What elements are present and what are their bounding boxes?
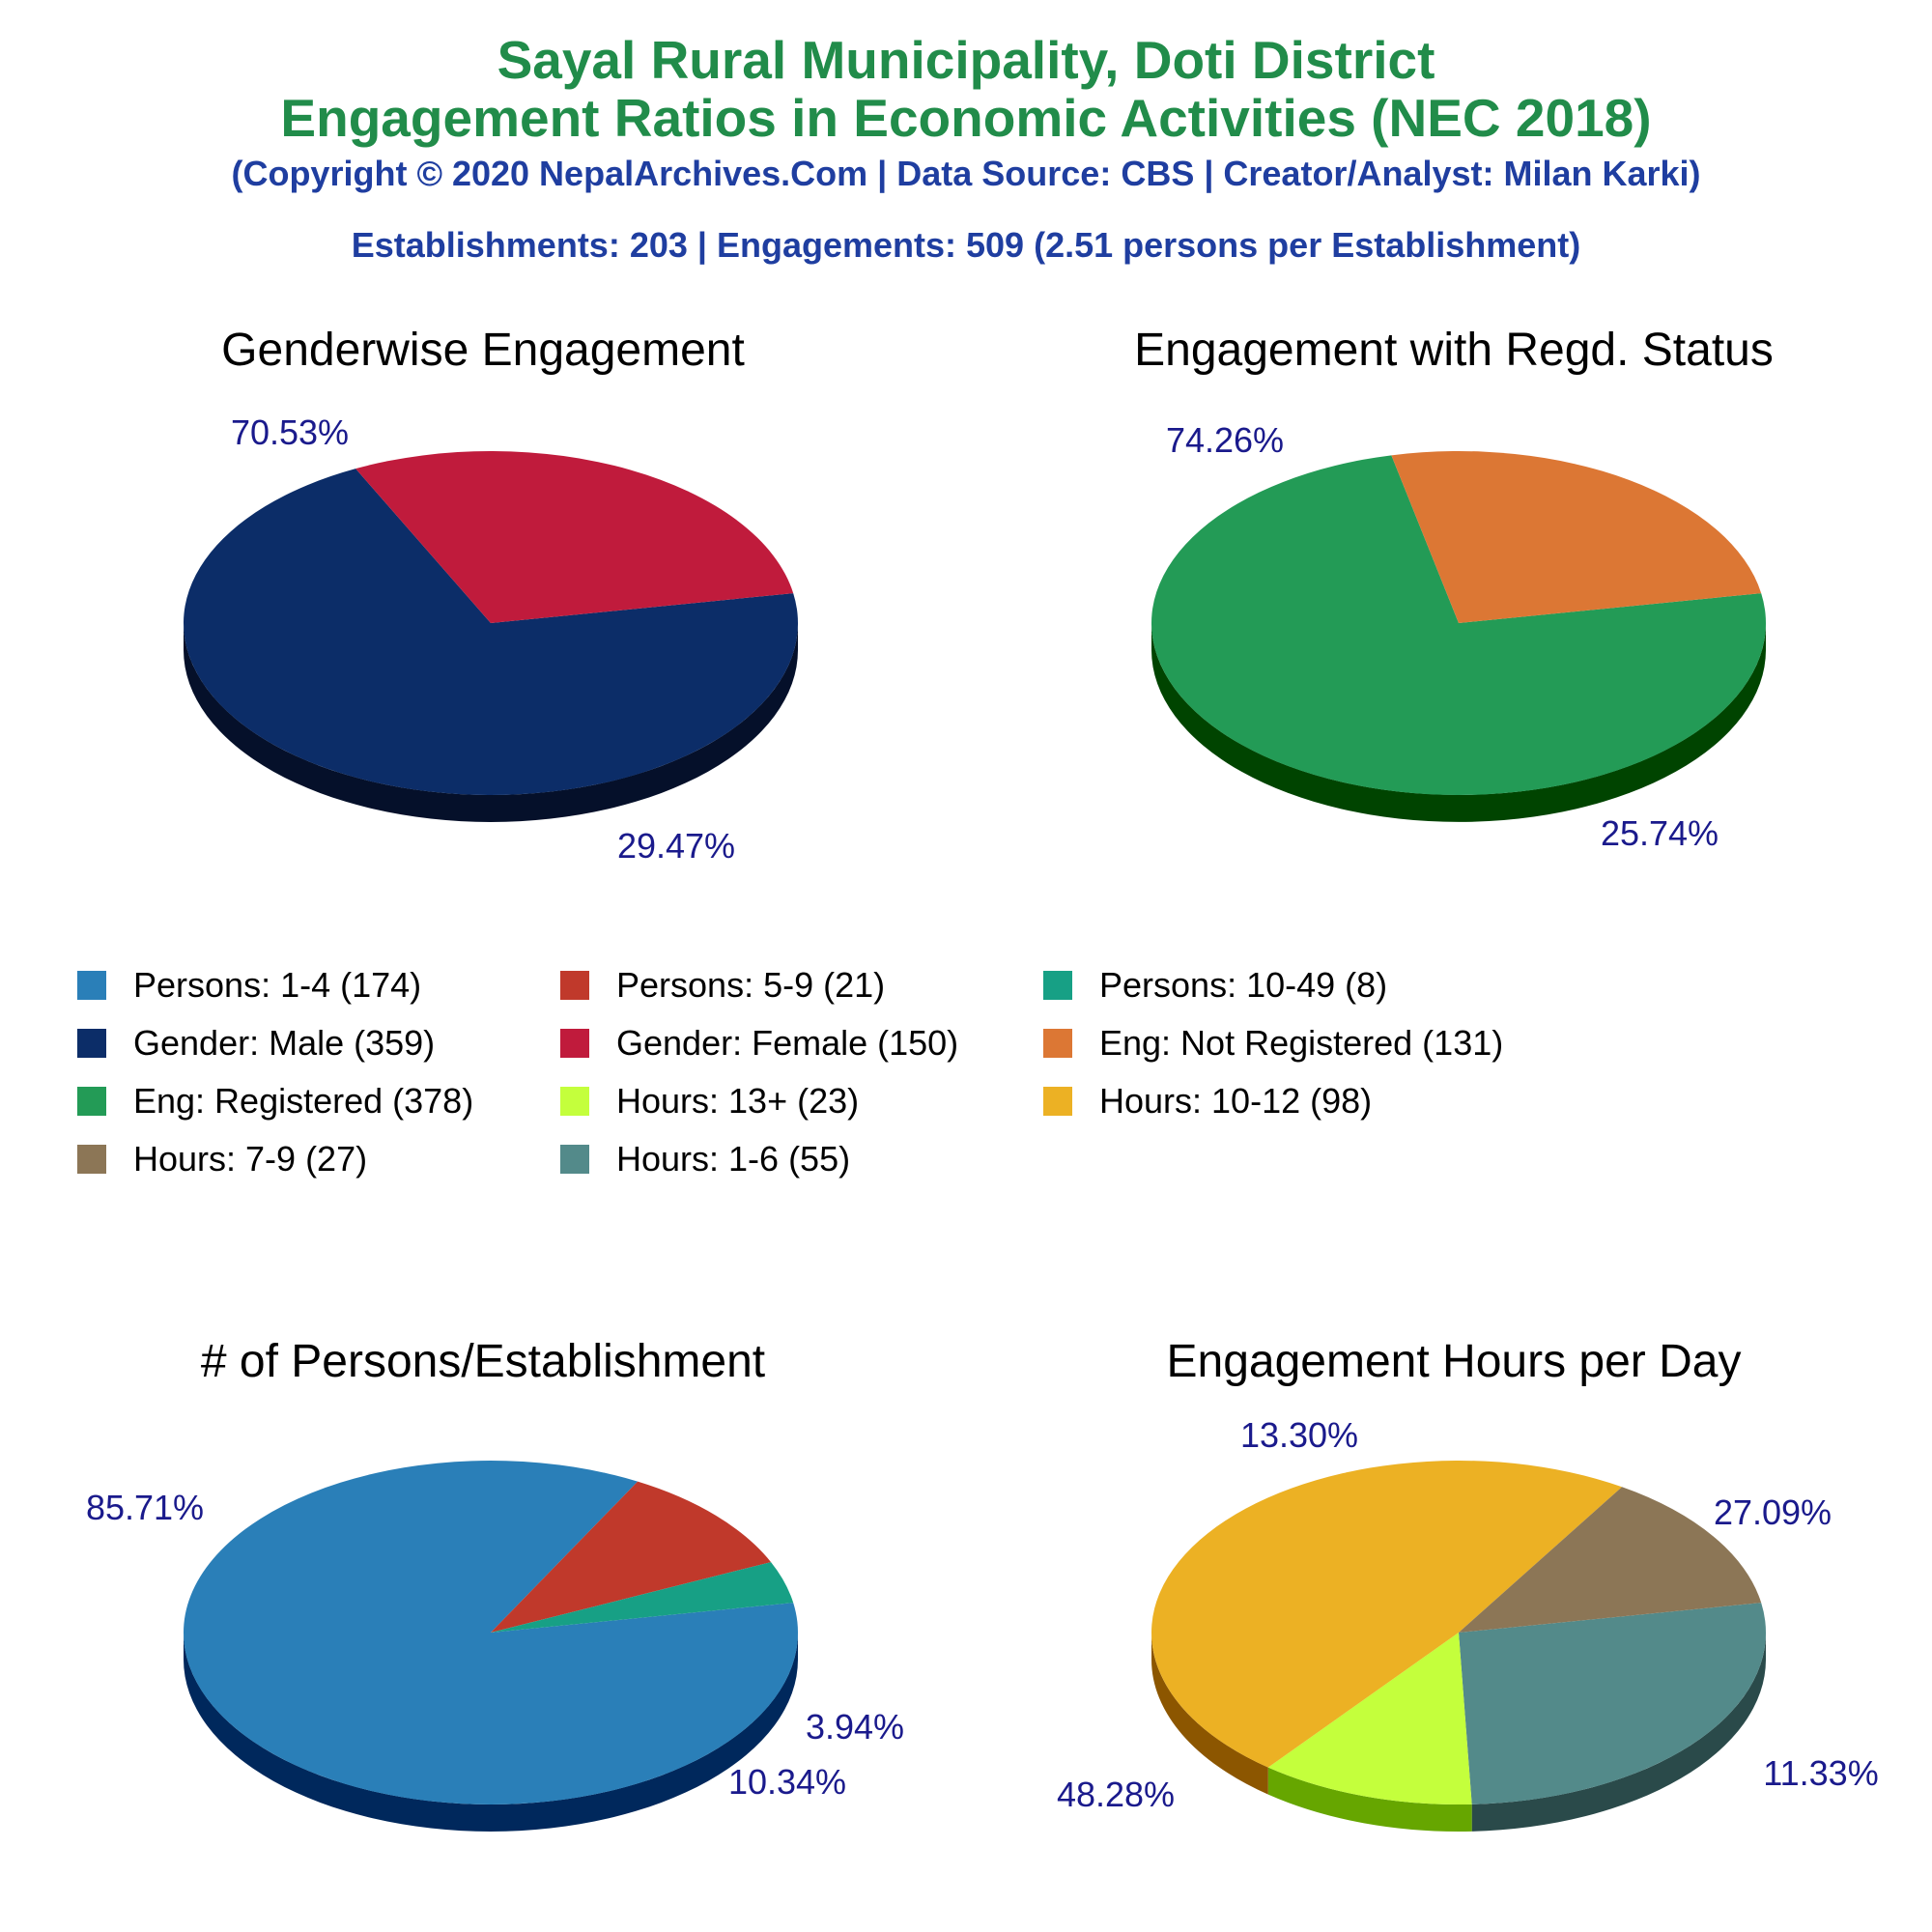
main-title-line1: Sayal Rural Municipality, Doti District (497, 30, 1435, 90)
legend-swatch (77, 1029, 106, 1058)
legend-swatch (560, 1029, 589, 1058)
legend-label: Persons: 1-4 (174) (133, 965, 422, 1005)
chart-title: Engagement with Regd. Status (1134, 325, 1774, 376)
slice-percent-label: 11.33% (1763, 1753, 1879, 1793)
legend-swatch (560, 971, 589, 1000)
legend-label: Persons: 5-9 (21) (616, 965, 886, 1005)
legend-label: Eng: Not Registered (131) (1099, 1023, 1504, 1063)
slice-percent-label: 10.34% (727, 1762, 847, 1802)
legend-swatch (77, 1087, 106, 1116)
slice-percent-label: 70.53% (230, 412, 350, 452)
slice-percent-label: 74.26% (1165, 420, 1285, 460)
chart-title: # of Persons/Establishment (200, 1336, 766, 1387)
copyright-line: (Copyright © 2020 NepalArchives.Com | Data Source: CBS | Creator/Analyst: Milan Karki) (231, 154, 1701, 193)
legend-label: Hours: 7-9 (27) (133, 1139, 368, 1179)
legend-swatch (560, 1087, 589, 1116)
slice-percent-label: 85.71% (85, 1488, 205, 1527)
stats-line: Establishments: 203 | Engagements: 509 (2.51 persons per Establishment) (351, 225, 1581, 265)
slice-percent-label: 13.30% (1239, 1415, 1359, 1455)
legend-label: Persons: 10-49 (8) (1099, 965, 1388, 1005)
slice-percent-label: 48.28% (1056, 1775, 1176, 1814)
slice-percent-label: 27.09% (1713, 1492, 1833, 1532)
legend-swatch (77, 1145, 106, 1174)
legend-label: Hours: 1-6 (55) (616, 1139, 851, 1179)
chart-title: Genderwise Engagement (221, 325, 745, 376)
legend-label: Hours: 10-12 (98) (1099, 1081, 1373, 1121)
slice-percent-label: 29.47% (616, 826, 736, 866)
slice-percent-label: 3.94% (805, 1707, 905, 1747)
legend-label: Gender: Female (150) (616, 1023, 959, 1063)
legend-swatch (77, 971, 106, 1000)
legend-swatch (1043, 971, 1072, 1000)
legend-swatch (560, 1145, 589, 1174)
legend-swatch (1043, 1029, 1072, 1058)
chart-title: Engagement Hours per Day (1166, 1336, 1742, 1387)
legend-swatch (1043, 1087, 1072, 1116)
slice-percent-label: 25.74% (1600, 813, 1719, 853)
main-title-line2: Engagement Ratios in Economic Activities (NEC 2018) (280, 88, 1652, 148)
legend-label: Hours: 13+ (23) (616, 1081, 860, 1121)
legend-label: Eng: Registered (378) (133, 1081, 474, 1121)
legend-label: Gender: Male (359) (133, 1023, 436, 1063)
